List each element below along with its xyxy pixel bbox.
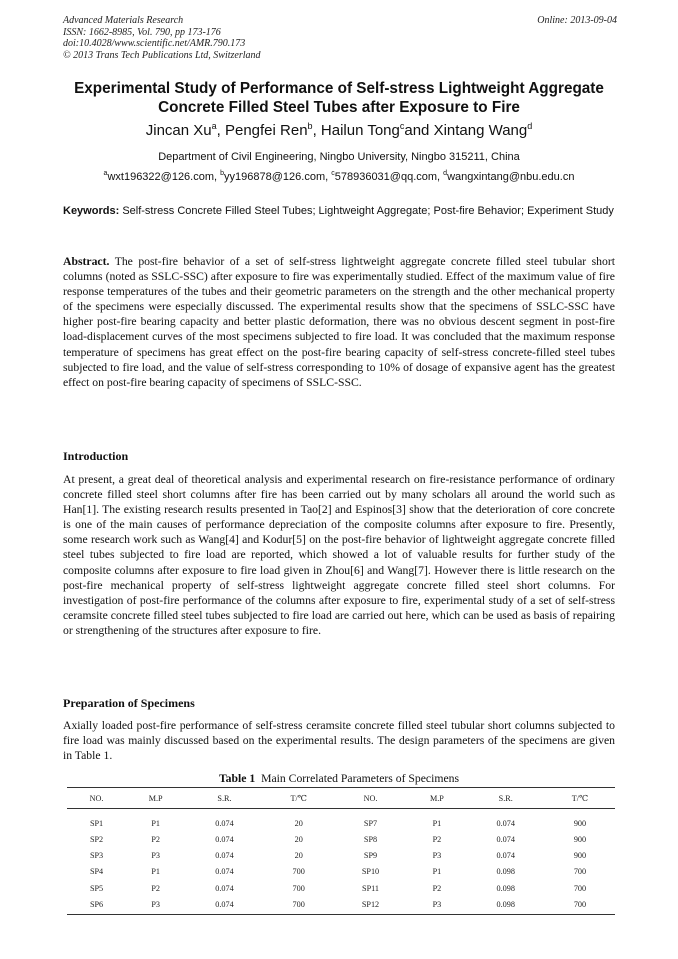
author-mark: d	[527, 121, 533, 131]
table-cell: 700	[292, 867, 305, 877]
column-header: T/℃	[545, 788, 615, 809]
table-cell: P2	[432, 834, 442, 844]
table-cell: 700	[573, 867, 587, 877]
author-list	[40, 121, 638, 141]
table-cell: P3	[151, 850, 160, 860]
table-cell: 0.074	[215, 867, 234, 877]
doi-line: doi:10.4028/www.scientific.net/AMR.790.173	[63, 38, 246, 49]
author-mark: c	[399, 121, 405, 131]
keywords-label: Keywords:	[63, 205, 120, 217]
table-row	[67, 880, 615, 896]
author-separator: ,	[216, 122, 225, 139]
email-separator: ,	[325, 171, 332, 183]
title-line-1: Experimental Study of Performance of Self-stress Lightweight Aggregate	[74, 80, 604, 97]
email-address[interactable]: wangxintang@nbu.edu.cn	[447, 171, 575, 183]
author-separator: ,	[312, 122, 321, 139]
abstract-text: The post-fire behavior of a set of self-stress lightweight aggregate concrete filled steel tubular short columns (noted as SSLC-SSC) after exposure to fire was experimentally studied. Effect of the maximum value of fire response temperatures of the tubes and their geometric parameters on the strength and the other mechanical property of the specimens were especially discussed. The experimental results show that the specimens of SSLC-SSC have higher post-fire bearing capacity and better plastic deformation, there was no obvious descent segment in post-fire load-displacement curves of the most specimens subjected to fire load. It was concluded that the maximum response temperature of specimens has great effect on the post-fire bearing capacity of self-stress concrete-filled steel tubes subjected to fire load, and the value of self-stress corresponding to 10% of dosage of expansive agent has the greatest effect on post-fire bearing capacity of specimens of SSLC-SSC.	[63, 255, 615, 389]
email-list	[30, 170, 648, 184]
keywords-section	[63, 204, 615, 219]
table-cell: 0.074	[496, 818, 515, 828]
table-row	[67, 847, 615, 863]
column-header: M.P	[407, 788, 466, 809]
journal-name: Advanced Materials Research	[63, 15, 184, 26]
table-cell: P2	[151, 883, 160, 893]
abstract-label: Abstract.	[63, 255, 110, 268]
table-cell: P1	[151, 867, 160, 877]
title-line-2: Concrete Filled Steel Tubes after Exposure to Fire	[158, 99, 520, 116]
table-row	[67, 864, 615, 880]
preparation-paragraph: Axially loaded post-fire performance of self-stress ceramsite concrete filled steel tubular short columns subjected to fire load was mainly discussed based on the experimental results. The design parameters of the specimens are given in Table 1.	[63, 719, 615, 763]
introduction-heading: Introduction	[63, 449, 129, 463]
table-caption	[63, 772, 615, 786]
table-cell: 20	[294, 850, 303, 860]
issn-line: ISSN: 1662-8985, Vol. 790, pp 173-176	[63, 26, 221, 38]
email-address[interactable]: 578936031@qq.com	[334, 171, 438, 183]
table-cell: 0.074	[185, 896, 263, 915]
table-cell: 900	[573, 850, 587, 860]
email-mark: d	[443, 170, 448, 177]
email-address[interactable]: wxt196322@126.com	[107, 171, 215, 183]
table-cell: 20	[294, 834, 303, 844]
table-cell: P1	[151, 818, 160, 828]
table-cell: SP9	[363, 850, 378, 860]
table-cell: SP12	[334, 896, 408, 915]
email-address[interactable]: yy196878@126.com	[224, 171, 326, 183]
table-cell: P1	[432, 867, 442, 877]
column-header: T/℃	[264, 788, 334, 809]
table-cell: 700	[573, 883, 587, 893]
table-cell: 20	[294, 818, 303, 828]
table-cell: 700	[292, 883, 305, 893]
table-cell: P3	[126, 896, 185, 915]
email-mark: b	[220, 170, 225, 177]
table-cell: 900	[573, 818, 587, 828]
online-date: Online: 2013-09-04	[537, 15, 617, 26]
table-cell: SP5	[89, 883, 104, 893]
email-separator: ,	[214, 171, 221, 183]
table-cell: SP1	[89, 818, 104, 828]
table-cell: P3	[432, 850, 442, 860]
table-cell: 0.074	[215, 850, 234, 860]
table-cell: P2	[432, 883, 442, 893]
author-mark: b	[307, 121, 313, 131]
email-separator: ,	[437, 171, 444, 183]
table-cell: 0.074	[215, 834, 234, 844]
column-header: NO.	[67, 788, 126, 809]
column-header: S.R.	[467, 788, 545, 809]
parameters-table	[67, 787, 615, 915]
keywords-text: Self-stress Concrete Filled Steel Tubes; Lightweight Aggregate; Post-fire Behavior; Experiment Study	[122, 205, 614, 217]
abstract-section	[63, 254, 615, 390]
table-cell: 0.098	[467, 896, 545, 915]
table-cell: SP10	[361, 867, 380, 877]
table-row	[67, 809, 615, 832]
preparation-text	[63, 718, 615, 763]
table-cell: SP7	[363, 818, 378, 828]
table-row	[67, 831, 615, 847]
table-cell: P3	[407, 896, 466, 915]
introduction-text	[63, 472, 615, 638]
author-name: Jincan Xu	[145, 122, 212, 139]
table-cell: SP11	[362, 883, 380, 893]
table-cell: 700	[545, 896, 615, 915]
author-name: Hailun Tong	[320, 122, 400, 139]
author-name: Pengfei Ren	[224, 122, 308, 139]
author-mark: a	[211, 121, 217, 131]
table-cell: P2	[151, 834, 160, 844]
table-caption-text: Main Correlated Parameters of Specimens	[261, 772, 460, 785]
column-header: NO.	[334, 788, 408, 809]
table-cell: 0.098	[496, 867, 515, 877]
table-cell: 0.074	[496, 850, 515, 860]
author-name: Xintang Wang	[433, 122, 528, 139]
table-cell: SP3	[89, 850, 104, 860]
affiliation: Department of Civil Engineering, Ningbo University, Ningbo 315211, China	[158, 151, 520, 163]
column-header: M.P	[126, 788, 185, 809]
paper-title	[48, 79, 630, 117]
table-header-row	[67, 788, 615, 809]
table-cell: P1	[432, 818, 442, 828]
column-header: S.R.	[185, 788, 263, 809]
table-label: Table 1	[218, 772, 256, 785]
copyright-line: © 2013 Trans Tech Publications Ltd, Switzerland	[63, 49, 261, 61]
table-cell: 0.074	[215, 818, 234, 828]
introduction-paragraph: At present, a great deal of theoretical analysis and experimental research on fire-resistance performance of ordinary concrete filled steel short columns after fire has been carried out by many scholars all around the world such as Han[1]. The existing research results presented in Tao[2] and Espinos[3] show that the deterioration of core concrete is one of the main causes of performance depreciation of the composite columns after exposure to fire. Presently, some research work such as Wang[4] and Kodur[5] on the post-fire behavior of lightweight aggregate concrete filled steel tubes subjected to fire load are reported, which showed a lot of valuable results for further study of the composite columns after exposure to fire load given in Zhou[6] and Wang[7]. However there is little research on the post-fire mechanical property of self-stress lightweight aggregate concrete filled steel short columns. For investigation of post-fire performance of the columns after exposure to fire, experimental study of a set of self-stress ceramsite concrete filled steel tubes subjected to fire load are carried out here, which can be used as basis of repairing or strengthening of the structures after exposure to fire.	[63, 473, 615, 637]
table-row	[67, 896, 615, 915]
table-cell: 0.098	[496, 883, 515, 893]
table-cell: 0.074	[496, 834, 515, 844]
preparation-heading: Preparation of Specimens	[63, 696, 195, 710]
email-mark: c	[331, 170, 335, 177]
table-cell: 700	[264, 896, 334, 915]
email-mark: a	[103, 170, 108, 177]
table-cell: SP2	[89, 834, 104, 844]
table-cell: 900	[573, 834, 587, 844]
author-separator: and	[404, 122, 434, 139]
table-cell: SP8	[363, 834, 378, 844]
table-cell: 0.074	[215, 883, 234, 893]
table-cell: SP4	[89, 867, 104, 877]
publication-header	[63, 15, 617, 61]
table-cell: SP6	[67, 896, 126, 915]
